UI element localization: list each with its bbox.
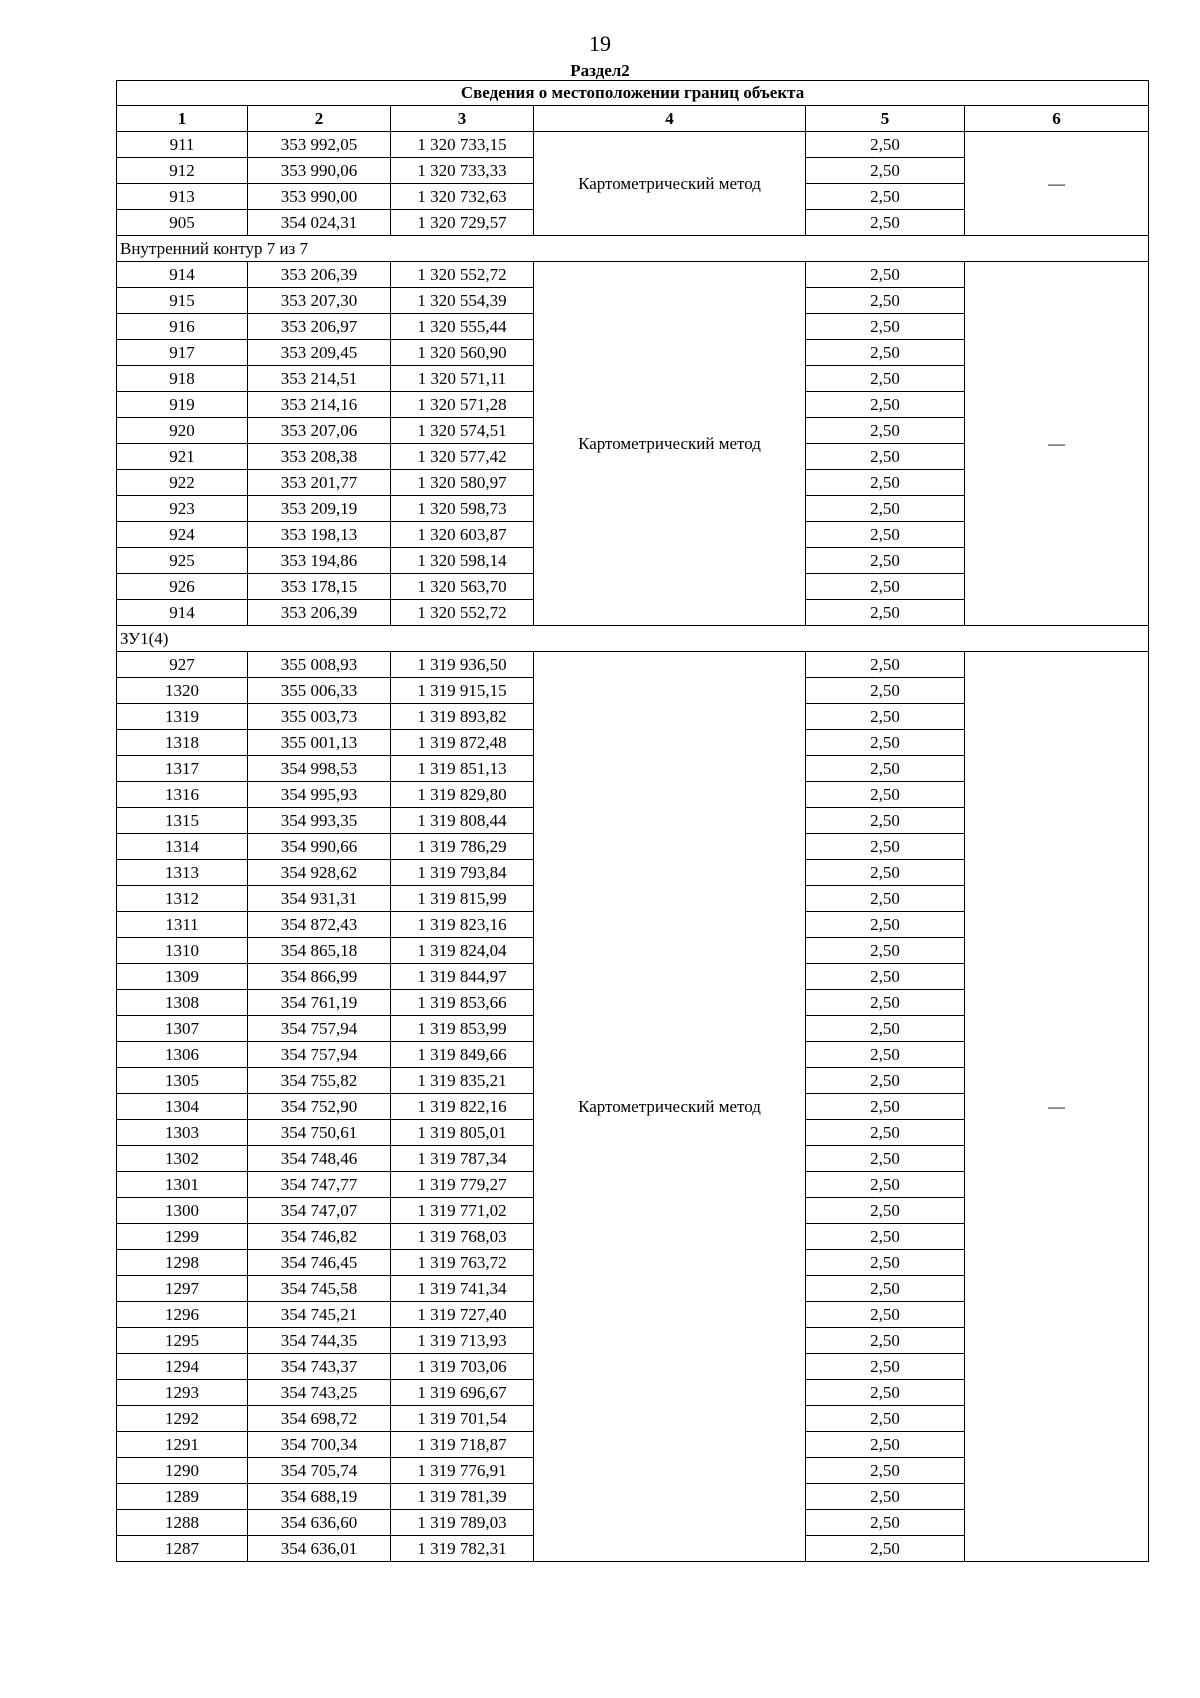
- point-number: 1292: [117, 1406, 248, 1432]
- precision: 2,50: [806, 1276, 965, 1302]
- coord-y: 1 319 768,03: [391, 1224, 534, 1250]
- point-number: 1310: [117, 938, 248, 964]
- coord-x: 354 757,94: [248, 1042, 391, 1068]
- precision: 2,50: [806, 1224, 965, 1250]
- column6-cell: —: [965, 652, 1149, 1562]
- point-number: 1291: [117, 1432, 248, 1458]
- section-title: Раздел2: [570, 61, 630, 80]
- precision: 2,50: [806, 548, 965, 574]
- precision: 2,50: [806, 886, 965, 912]
- precision: 2,50: [806, 1120, 965, 1146]
- precision: 2,50: [806, 574, 965, 600]
- precision: 2,50: [806, 418, 965, 444]
- point-number: 918: [117, 366, 248, 392]
- point-number: 1312: [117, 886, 248, 912]
- coord-x: 353 209,19: [248, 496, 391, 522]
- coord-x: 354 755,82: [248, 1068, 391, 1094]
- precision: 2,50: [806, 1146, 965, 1172]
- point-number: 1294: [117, 1354, 248, 1380]
- point-number: 1313: [117, 860, 248, 886]
- coord-x: 354 636,60: [248, 1510, 391, 1536]
- precision: 2,50: [806, 314, 965, 340]
- coord-x: 353 198,13: [248, 522, 391, 548]
- coord-x: 354 866,99: [248, 964, 391, 990]
- method-cell: Картометрический метод: [534, 262, 806, 626]
- point-number: 1304: [117, 1094, 248, 1120]
- coord-y: 1 320 729,57: [391, 210, 534, 236]
- precision: 2,50: [806, 938, 965, 964]
- point-number: 1298: [117, 1250, 248, 1276]
- precision: 2,50: [806, 756, 965, 782]
- precision: 2,50: [806, 808, 965, 834]
- precision: 2,50: [806, 1484, 965, 1510]
- point-number: 911: [117, 132, 248, 158]
- point-number: 1308: [117, 990, 248, 1016]
- coord-y: 1 319 829,80: [391, 782, 534, 808]
- coord-x: 353 207,30: [248, 288, 391, 314]
- coord-x: 353 207,06: [248, 418, 391, 444]
- precision: 2,50: [806, 1536, 965, 1562]
- precision: 2,50: [806, 444, 965, 470]
- point-number: 1299: [117, 1224, 248, 1250]
- coord-x: 353 206,39: [248, 262, 391, 288]
- coord-y: 1 319 786,29: [391, 834, 534, 860]
- precision: 2,50: [806, 1172, 965, 1198]
- point-number: 913: [117, 184, 248, 210]
- point-number: 1311: [117, 912, 248, 938]
- point-number: 1315: [117, 808, 248, 834]
- coord-x: 354 745,21: [248, 1302, 391, 1328]
- coord-y: 1 320 733,15: [391, 132, 534, 158]
- precision: 2,50: [806, 652, 965, 678]
- coord-y: 1 319 781,39: [391, 1484, 534, 1510]
- coord-x: 353 992,05: [248, 132, 391, 158]
- precision: 2,50: [806, 860, 965, 886]
- coord-y: 1 319 849,66: [391, 1042, 534, 1068]
- precision: 2,50: [806, 158, 965, 184]
- coord-x: 354 931,31: [248, 886, 391, 912]
- coord-y: 1 320 554,39: [391, 288, 534, 314]
- coord-x: 354 998,53: [248, 756, 391, 782]
- coord-y: 1 319 776,91: [391, 1458, 534, 1484]
- precision: 2,50: [806, 184, 965, 210]
- precision: 2,50: [806, 1458, 965, 1484]
- precision: 2,50: [806, 1302, 965, 1328]
- coord-y: 1 319 696,67: [391, 1380, 534, 1406]
- column6-cell: —: [965, 132, 1149, 236]
- coord-y: 1 319 805,01: [391, 1120, 534, 1146]
- coord-x: 354 928,62: [248, 860, 391, 886]
- precision: 2,50: [806, 678, 965, 704]
- point-number: 1300: [117, 1198, 248, 1224]
- precision: 2,50: [806, 522, 965, 548]
- coord-y: 1 319 789,03: [391, 1510, 534, 1536]
- coord-y: 1 319 835,21: [391, 1068, 534, 1094]
- coord-y: 1 319 727,40: [391, 1302, 534, 1328]
- precision: 2,50: [806, 1354, 965, 1380]
- point-number: 1295: [117, 1328, 248, 1354]
- precision: 2,50: [806, 340, 965, 366]
- precision: 2,50: [806, 496, 965, 522]
- point-number: 1293: [117, 1380, 248, 1406]
- point-number: 914: [117, 600, 248, 626]
- method-cell: Картометрический метод: [534, 652, 806, 1562]
- precision: 2,50: [806, 1432, 965, 1458]
- point-number: 1316: [117, 782, 248, 808]
- point-number: 921: [117, 444, 248, 470]
- coord-y: 1 320 552,72: [391, 600, 534, 626]
- point-number: 1290: [117, 1458, 248, 1484]
- column-header: 5: [806, 106, 965, 132]
- column-header: 6: [965, 106, 1149, 132]
- coord-x: 354 636,01: [248, 1536, 391, 1562]
- coord-y: 1 320 580,97: [391, 470, 534, 496]
- coord-y: 1 319 779,27: [391, 1172, 534, 1198]
- coord-x: 353 209,45: [248, 340, 391, 366]
- coord-x: 354 750,61: [248, 1120, 391, 1146]
- precision: 2,50: [806, 1510, 965, 1536]
- point-number: 1320: [117, 678, 248, 704]
- coord-y: 1 319 936,50: [391, 652, 534, 678]
- table-row: [117, 262, 1149, 288]
- point-number: 1301: [117, 1172, 248, 1198]
- point-number: 916: [117, 314, 248, 340]
- table-caption-row: [117, 81, 1149, 106]
- column-header-row: [117, 106, 1149, 132]
- coordinates-table: [116, 80, 1149, 1562]
- point-number: 923: [117, 496, 248, 522]
- coord-y: 1 319 853,66: [391, 990, 534, 1016]
- point-number: 905: [117, 210, 248, 236]
- column-header: 3: [391, 106, 534, 132]
- table-title: Сведения о местоположении границ объекта: [117, 81, 1149, 106]
- coord-x: 353 201,77: [248, 470, 391, 496]
- point-number: 912: [117, 158, 248, 184]
- coord-y: 1 319 851,13: [391, 756, 534, 782]
- column-header: 4: [534, 106, 806, 132]
- precision: 2,50: [806, 366, 965, 392]
- precision: 2,50: [806, 730, 965, 756]
- coord-y: 1 319 915,15: [391, 678, 534, 704]
- point-number: 1307: [117, 1016, 248, 1042]
- precision: 2,50: [806, 704, 965, 730]
- coord-x: 354 743,37: [248, 1354, 391, 1380]
- coord-y: 1 319 893,82: [391, 704, 534, 730]
- coord-y: 1 319 872,48: [391, 730, 534, 756]
- point-number: 1305: [117, 1068, 248, 1094]
- table-body: [117, 132, 1149, 1562]
- coord-y: 1 319 713,93: [391, 1328, 534, 1354]
- precision: 2,50: [806, 1016, 965, 1042]
- coord-y: 1 320 571,28: [391, 392, 534, 418]
- precision: 2,50: [806, 1068, 965, 1094]
- coord-x: 354 698,72: [248, 1406, 391, 1432]
- precision: 2,50: [806, 600, 965, 626]
- coord-y: 1 319 824,04: [391, 938, 534, 964]
- point-number: 927: [117, 652, 248, 678]
- coord-x: 354 993,35: [248, 808, 391, 834]
- page-number: 19: [589, 31, 611, 56]
- point-number: 915: [117, 288, 248, 314]
- coord-y: 1 319 763,72: [391, 1250, 534, 1276]
- column-header: 1: [117, 106, 248, 132]
- point-number: 914: [117, 262, 248, 288]
- point-number: 926: [117, 574, 248, 600]
- coord-y: 1 319 771,02: [391, 1198, 534, 1224]
- coord-y: 1 320 598,73: [391, 496, 534, 522]
- table-row: [117, 652, 1149, 678]
- coord-x: 353 214,51: [248, 366, 391, 392]
- coord-x: 355 001,13: [248, 730, 391, 756]
- coord-y: 1 319 703,06: [391, 1354, 534, 1380]
- precision: 2,50: [806, 1328, 965, 1354]
- precision: 2,50: [806, 132, 965, 158]
- coord-x: 353 208,38: [248, 444, 391, 470]
- coord-y: 1 319 853,99: [391, 1016, 534, 1042]
- coord-x: 354 745,58: [248, 1276, 391, 1302]
- precision: 2,50: [806, 288, 965, 314]
- point-number: 1319: [117, 704, 248, 730]
- point-number: 1302: [117, 1146, 248, 1172]
- table-row: [117, 132, 1149, 158]
- coord-x: 353 194,86: [248, 548, 391, 574]
- point-number: 1289: [117, 1484, 248, 1510]
- point-number: 1309: [117, 964, 248, 990]
- section-label: ЗУ1(4): [117, 626, 1149, 652]
- point-number: 925: [117, 548, 248, 574]
- coord-x: 354 688,19: [248, 1484, 391, 1510]
- coord-y: 1 319 701,54: [391, 1406, 534, 1432]
- point-number: 1303: [117, 1120, 248, 1146]
- point-number: 1317: [117, 756, 248, 782]
- coord-y: 1 319 815,99: [391, 886, 534, 912]
- coord-x: 354 748,46: [248, 1146, 391, 1172]
- coord-x: 354 995,93: [248, 782, 391, 808]
- coord-x: 354 746,82: [248, 1224, 391, 1250]
- point-number: 1287: [117, 1536, 248, 1562]
- precision: 2,50: [806, 990, 965, 1016]
- coord-x: 354 865,18: [248, 938, 391, 964]
- coord-y: 1 320 733,33: [391, 158, 534, 184]
- coord-y: 1 319 782,31: [391, 1536, 534, 1562]
- precision: 2,50: [806, 262, 965, 288]
- coord-y: 1 319 787,34: [391, 1146, 534, 1172]
- point-number: 917: [117, 340, 248, 366]
- coord-x: 354 746,45: [248, 1250, 391, 1276]
- coord-y: 1 320 577,42: [391, 444, 534, 470]
- coord-y: 1 320 552,72: [391, 262, 534, 288]
- point-number: 1288: [117, 1510, 248, 1536]
- coord-x: 354 761,19: [248, 990, 391, 1016]
- point-number: 1306: [117, 1042, 248, 1068]
- coord-x: 353 206,97: [248, 314, 391, 340]
- coord-x: 354 743,25: [248, 1380, 391, 1406]
- precision: 2,50: [806, 1250, 965, 1276]
- coord-x: 355 008,93: [248, 652, 391, 678]
- precision: 2,50: [806, 1198, 965, 1224]
- coord-x: 354 700,34: [248, 1432, 391, 1458]
- coord-x: 354 705,74: [248, 1458, 391, 1484]
- point-number: 922: [117, 470, 248, 496]
- coord-x: 353 990,00: [248, 184, 391, 210]
- coord-y: 1 320 603,87: [391, 522, 534, 548]
- coord-x: 354 024,31: [248, 210, 391, 236]
- precision: 2,50: [806, 1094, 965, 1120]
- point-number: 1318: [117, 730, 248, 756]
- method-cell: Картометрический метод: [534, 132, 806, 236]
- precision: 2,50: [806, 210, 965, 236]
- section-label-row: [117, 236, 1149, 262]
- coord-y: 1 320 732,63: [391, 184, 534, 210]
- coord-y: 1 319 844,97: [391, 964, 534, 990]
- precision: 2,50: [806, 912, 965, 938]
- coord-y: 1 320 574,51: [391, 418, 534, 444]
- precision: 2,50: [806, 964, 965, 990]
- coord-y: 1 319 718,87: [391, 1432, 534, 1458]
- column-header: 2: [248, 106, 391, 132]
- coord-y: 1 319 793,84: [391, 860, 534, 886]
- precision: 2,50: [806, 1380, 965, 1406]
- point-number: 1296: [117, 1302, 248, 1328]
- precision: 2,50: [806, 1406, 965, 1432]
- precision: 2,50: [806, 1042, 965, 1068]
- coord-x: 353 214,16: [248, 392, 391, 418]
- coord-x: 354 757,94: [248, 1016, 391, 1042]
- coord-y: 1 320 555,44: [391, 314, 534, 340]
- precision: 2,50: [806, 782, 965, 808]
- point-number: 924: [117, 522, 248, 548]
- coord-x: 354 752,90: [248, 1094, 391, 1120]
- point-number: 920: [117, 418, 248, 444]
- coord-y: 1 320 598,14: [391, 548, 534, 574]
- coord-x: 353 990,06: [248, 158, 391, 184]
- coord-x: 354 747,07: [248, 1198, 391, 1224]
- coord-x: 354 744,35: [248, 1328, 391, 1354]
- coord-x: 354 872,43: [248, 912, 391, 938]
- coord-y: 1 320 563,70: [391, 574, 534, 600]
- coord-x: 354 747,77: [248, 1172, 391, 1198]
- coord-x: 353 178,15: [248, 574, 391, 600]
- coord-y: 1 319 741,34: [391, 1276, 534, 1302]
- section-label: Внутренний контур 7 из 7: [117, 236, 1149, 262]
- coord-y: 1 319 822,16: [391, 1094, 534, 1120]
- coord-x: 355 003,73: [248, 704, 391, 730]
- point-number: 919: [117, 392, 248, 418]
- coord-x: 353 206,39: [248, 600, 391, 626]
- section-label-row: [117, 626, 1149, 652]
- coord-x: 354 990,66: [248, 834, 391, 860]
- coord-x: 355 006,33: [248, 678, 391, 704]
- coord-y: 1 319 808,44: [391, 808, 534, 834]
- coord-y: 1 319 823,16: [391, 912, 534, 938]
- precision: 2,50: [806, 834, 965, 860]
- point-number: 1297: [117, 1276, 248, 1302]
- precision: 2,50: [806, 470, 965, 496]
- coord-y: 1 320 560,90: [391, 340, 534, 366]
- precision: 2,50: [806, 392, 965, 418]
- column6-cell: —: [965, 262, 1149, 626]
- point-number: 1314: [117, 834, 248, 860]
- coord-y: 1 320 571,11: [391, 366, 534, 392]
